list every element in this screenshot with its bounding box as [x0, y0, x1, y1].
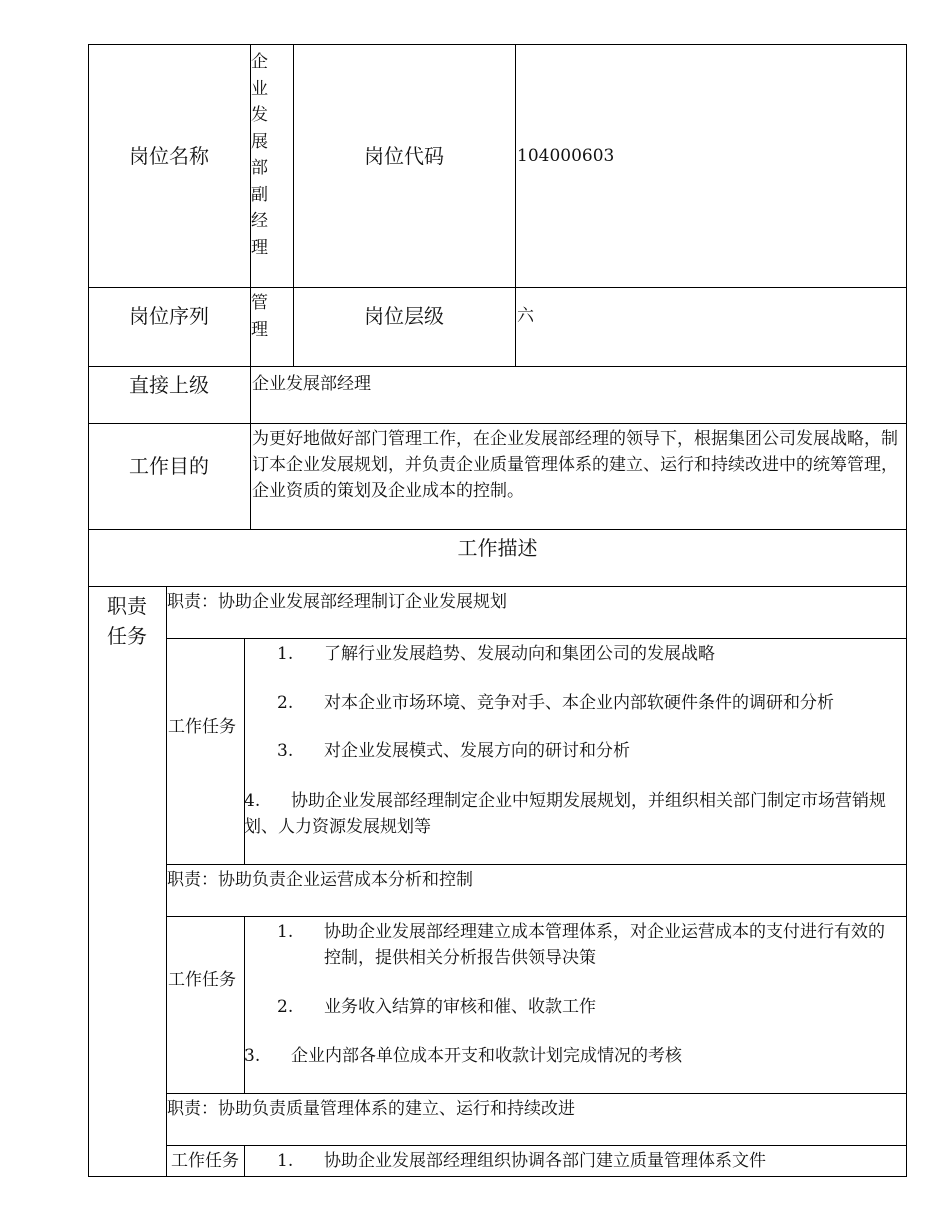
- duty-2-task-3: 3. 企业内部各单位成本开支和收款计划完成情况的考核: [244, 1046, 682, 1066]
- work-purpose-value: 为更好地做好部门管理工作，在企业发展部经理的领导下，根据集团公司发展战略，制订本企业发展规划，并负责企业质量管理体系的建立、运行和持续改进中的统筹管理，企业资质的策划及企业成本的控制。: [252, 429, 898, 501]
- duty-2-task-2: 2. 业务收入结算的审核和催、收款工作: [277, 997, 596, 1017]
- work-purpose-label: 工作目的: [129, 454, 209, 478]
- duty-1-title: 职责：协助企业发展部经理制订企业发展规划: [167, 592, 507, 612]
- position-series-value: 管理: [251, 293, 268, 340]
- position-code-value: 104000603: [517, 146, 615, 166]
- position-level-value: 六: [517, 306, 534, 326]
- duties-label: 职责任务: [107, 594, 147, 648]
- position-code-label: 岗位代码: [364, 144, 444, 168]
- duty-1-task-4: 4. 协助企业发展部经理制定企业中短期发展规划，并组织相关部门制定市场营销规划、人力资源发展规划等: [244, 791, 886, 837]
- duty-3-task-label: 工作任务: [171, 1151, 239, 1171]
- duty-2-title: 职责：协助负责企业运营成本分析和控制: [167, 870, 473, 890]
- position-name-label: 岗位名称: [129, 144, 209, 168]
- duty-1-task-3: 3. 对企业发展模式、发展方向的研讨和分析: [277, 741, 630, 761]
- direct-superior-label: 直接上级: [129, 373, 209, 397]
- duty-1-task-2: 2. 对本企业市场环境、竞争对手、本企业内部软硬件条件的调研和分析: [277, 693, 834, 713]
- work-description-title: 工作描述: [457, 536, 538, 560]
- duty-2-task-label: 工作任务: [168, 970, 236, 990]
- position-name-value: 企业发展部副经理: [251, 52, 268, 258]
- position-level-label: 岗位层级: [364, 304, 444, 328]
- duty-1-task-label: 工作任务: [168, 717, 236, 737]
- position-series-label: 岗位序列: [129, 304, 209, 328]
- direct-superior-value: 企业发展部经理: [252, 374, 371, 394]
- duty-1-task-1: 1. 了解行业发展趋势、发展动向和集团公司的发展战略: [277, 644, 715, 664]
- duty-3-task-1: 1. 协助企业发展部经理组织协调各部门建立质量管理体系文件: [277, 1151, 766, 1171]
- duty-2-task-1: 1. 协助企业发展部经理建立成本管理体系，对企业运营成本的支付进行有效的控制，提供相关分析报告供领导决策: [277, 922, 885, 968]
- duty-3-title: 职责：协助负责质量管理体系的建立、运行和持续改进: [167, 1099, 575, 1119]
